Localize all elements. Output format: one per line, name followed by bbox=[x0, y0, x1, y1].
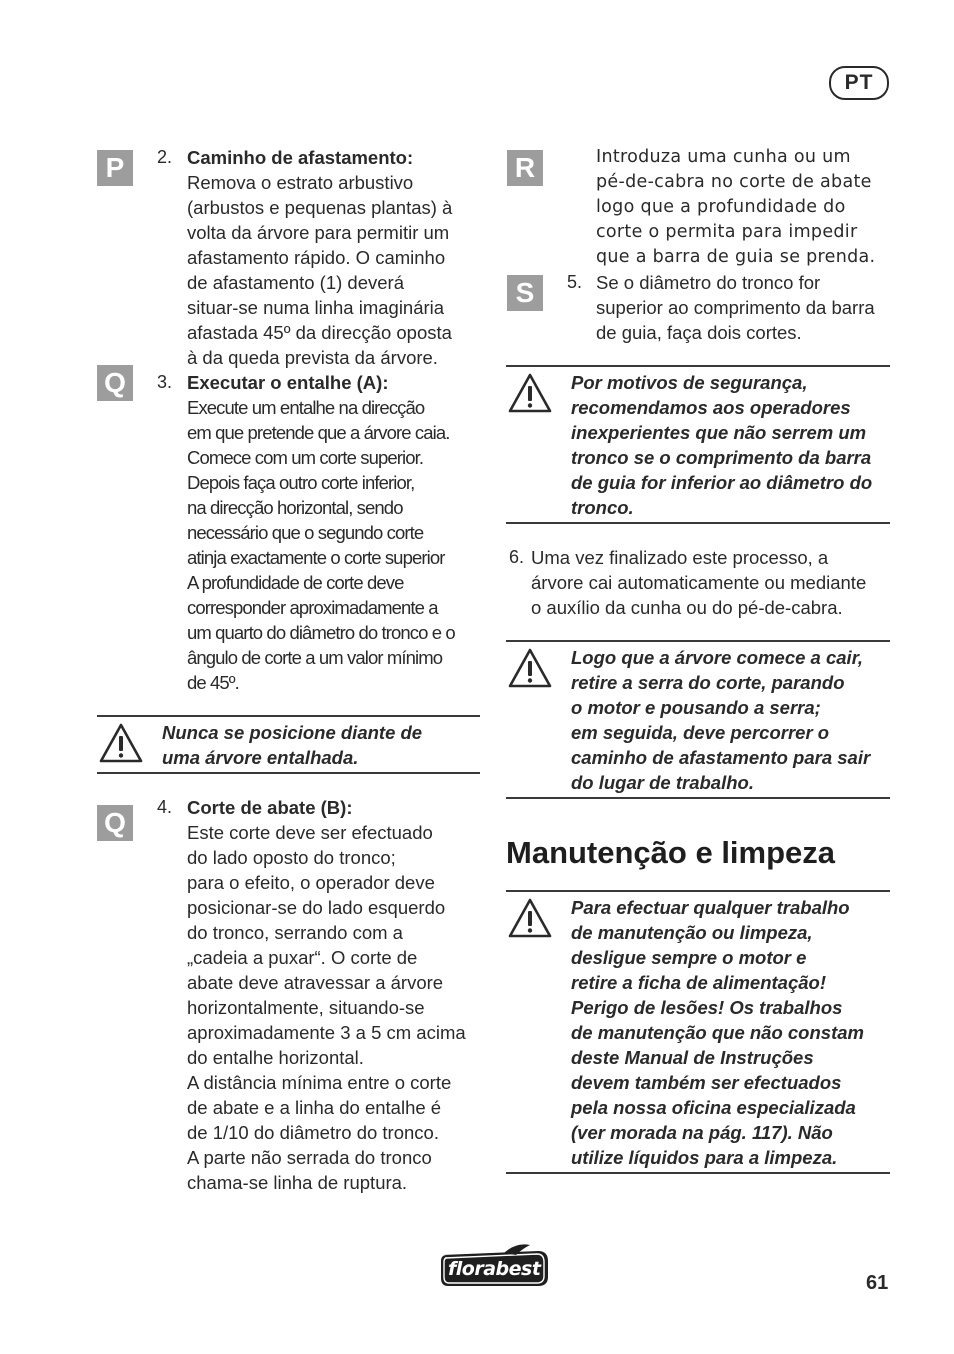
warning-text bbox=[571, 895, 864, 1170]
divider bbox=[97, 715, 480, 717]
text-line: Se o diâmetro do tronco for bbox=[596, 272, 821, 293]
text-line: horizontalmente, situando-se bbox=[187, 997, 425, 1018]
text-line: do lado oposto do tronco; bbox=[187, 847, 396, 868]
text-line: de manutenção ou limpeza, bbox=[571, 922, 813, 943]
divider bbox=[506, 890, 890, 892]
text-line: (arbustos e pequenas plantas) à bbox=[187, 197, 453, 218]
text-line: corte o permita para impedir bbox=[596, 222, 858, 242]
text-line: de 45º. bbox=[187, 672, 239, 693]
text-line: caminho de afastamento para sair bbox=[571, 747, 871, 768]
divider bbox=[506, 365, 890, 367]
divider bbox=[97, 772, 480, 774]
warning-triangle-icon bbox=[98, 722, 144, 764]
florabest-logo bbox=[438, 1243, 552, 1289]
text-line: de guia for inferior ao diâmetro do bbox=[571, 472, 873, 493]
text-line: de afastamento (1) deverá bbox=[187, 272, 404, 293]
section-marker-p: P bbox=[97, 150, 133, 186]
text-line: situar-se numa linha imaginária bbox=[187, 297, 445, 318]
text-line: Execute um entalhe na direcção bbox=[187, 397, 425, 418]
warning-triangle-icon bbox=[507, 372, 553, 414]
text-line: deste Manual de Instruções bbox=[571, 1047, 814, 1068]
item-number: 2. bbox=[156, 147, 172, 167]
item-dois-cortes bbox=[596, 270, 875, 345]
text-line: „cadeia a puxar“. O corte de bbox=[187, 947, 418, 968]
logo-text: florabest bbox=[448, 1258, 541, 1280]
language-badge: PT bbox=[829, 66, 889, 100]
text-line: Uma vez finalizado este processo, a bbox=[531, 547, 829, 568]
r-block-text bbox=[596, 145, 875, 270]
text-line: o motor e pousando a serra; bbox=[571, 697, 821, 718]
item-number: 3. bbox=[156, 372, 172, 392]
item-title: Corte de abate (B): bbox=[187, 797, 353, 818]
text-line: utilize líquidos para a limpeza. bbox=[571, 1147, 838, 1168]
text-line: necessário que o segundo corte bbox=[187, 522, 424, 543]
text-line: um quarto do diâmetro do tronco e o bbox=[187, 622, 455, 643]
text-line: do entalhe horizontal. bbox=[187, 1047, 364, 1068]
text-line: Para efectuar qualquer trabalho bbox=[571, 897, 850, 918]
text-line: de guia, faça dois cortes. bbox=[596, 322, 802, 343]
warning-triangle-icon bbox=[507, 647, 553, 689]
divider bbox=[506, 522, 890, 524]
text-line: em seguida, deve percorrer o bbox=[571, 722, 830, 743]
text-line: superior ao comprimento da barra bbox=[596, 297, 875, 318]
text-line: Perigo de lesões! Os trabalhos bbox=[571, 997, 843, 1018]
text-line: do tronco, serrando com a bbox=[187, 922, 403, 943]
text-line: A distância mínima entre o corte bbox=[187, 1072, 452, 1093]
text-line: A profundidade de corte deve bbox=[187, 572, 404, 593]
warning-triangle-icon bbox=[507, 897, 553, 939]
text-line: retire a ficha de alimentação! bbox=[571, 972, 826, 993]
section-marker-q: Q bbox=[97, 805, 133, 841]
text-line: pela nossa oficina especializada bbox=[571, 1097, 856, 1118]
text-line: do lugar de trabalho. bbox=[571, 772, 754, 793]
item-caminho-de-afastamento bbox=[187, 145, 452, 370]
text-line: afastada 45º da direcção oposta bbox=[187, 322, 452, 343]
text-line: abate deve atravessar a árvore bbox=[187, 972, 444, 993]
text-line: uma árvore entalhada. bbox=[162, 747, 359, 768]
text-line: devem também ser efectuados bbox=[571, 1072, 842, 1093]
text-line: pé-de-cabra no corte de abate bbox=[596, 172, 872, 192]
text-line: de abate e a linha do entalhe é bbox=[187, 1097, 442, 1118]
text-line: afastamento rápido. O caminho bbox=[187, 247, 446, 268]
text-line: ângulo de corte a um valor mínimo bbox=[187, 647, 443, 668]
text-line: corresponder aproximadamente a bbox=[187, 597, 438, 618]
text-line: Depois faça outro corte inferior, bbox=[187, 472, 415, 493]
section-marker-s: S bbox=[507, 275, 543, 311]
text-line: na direcção horizontal, sendo bbox=[187, 497, 403, 518]
text-line: chama-se linha de ruptura. bbox=[187, 1172, 408, 1193]
item-number: 4. bbox=[156, 797, 172, 817]
text-line: o auxílio da cunha ou do pé-de-cabra. bbox=[531, 597, 843, 618]
text-line: que a barra de guia se prenda. bbox=[596, 247, 876, 267]
text-line: de manutenção que não constam bbox=[571, 1022, 864, 1043]
text-line: em que pretende que a árvore caia. bbox=[187, 422, 450, 443]
item-executar-entalhe bbox=[187, 370, 455, 695]
text-line: Nunca se posicione diante de bbox=[162, 722, 423, 743]
text-line: desligue sempre o motor e bbox=[571, 947, 807, 968]
text-line: tronco se o comprimento da barra bbox=[571, 447, 872, 468]
warning-text bbox=[162, 720, 422, 770]
text-line: Este corte deve ser efectuado bbox=[187, 822, 433, 843]
text-line: recomendamos aos operadores bbox=[571, 397, 851, 418]
text-line: Por motivos de segurança, bbox=[571, 372, 808, 393]
text-line: logo que a profundidade do bbox=[596, 197, 846, 217]
item-title: Executar o entalhe (A): bbox=[187, 372, 389, 393]
text-line: à da queda prevista da árvore. bbox=[187, 347, 438, 368]
item-corte-de-abate bbox=[187, 795, 466, 1195]
text-line: árvore cai automaticamente ou mediante bbox=[531, 572, 867, 593]
text-line: posicionar-se do lado esquerdo bbox=[187, 897, 446, 918]
text-line: tronco. bbox=[571, 497, 634, 518]
item-number: 6. bbox=[508, 547, 524, 567]
text-line: Introduza uma cunha ou um bbox=[596, 147, 851, 167]
text-line: para o efeito, o operador deve bbox=[187, 872, 435, 893]
text-line: A parte não serrada do tronco bbox=[187, 1147, 432, 1168]
item-number: 5. bbox=[566, 272, 582, 292]
page-number: 61 bbox=[866, 1272, 889, 1294]
text-line: (ver morada na pág. 117). Não bbox=[571, 1122, 833, 1143]
text-line: Comece com um corte superior. bbox=[187, 447, 424, 468]
text-line: de 1/10 do diâmetro do tronco. bbox=[187, 1122, 439, 1143]
divider bbox=[506, 797, 890, 799]
text-line: Remova o estrato arbustivo bbox=[187, 172, 414, 193]
item-title: Caminho de afastamento: bbox=[187, 147, 414, 168]
text-line: Logo que a árvore comece a cair, bbox=[571, 647, 864, 668]
divider bbox=[506, 640, 890, 642]
text-line: aproximadamente 3 a 5 cm acima bbox=[187, 1022, 466, 1043]
text-line: inexperientes que não serrem um bbox=[571, 422, 867, 443]
text-line: atinja exactamente o corte superior bbox=[187, 547, 445, 568]
divider bbox=[506, 1172, 890, 1174]
warning-text bbox=[571, 370, 872, 520]
section-marker-r: R bbox=[507, 150, 543, 186]
text-line: volta da árvore para permitir um bbox=[187, 222, 450, 243]
section-heading: Manutenção e limpeza bbox=[506, 835, 836, 870]
text-line: retire a serra do corte, parando bbox=[571, 672, 845, 693]
warning-text bbox=[571, 645, 870, 795]
item-arvore-cai bbox=[531, 545, 866, 620]
section-marker-q: Q bbox=[97, 365, 133, 401]
